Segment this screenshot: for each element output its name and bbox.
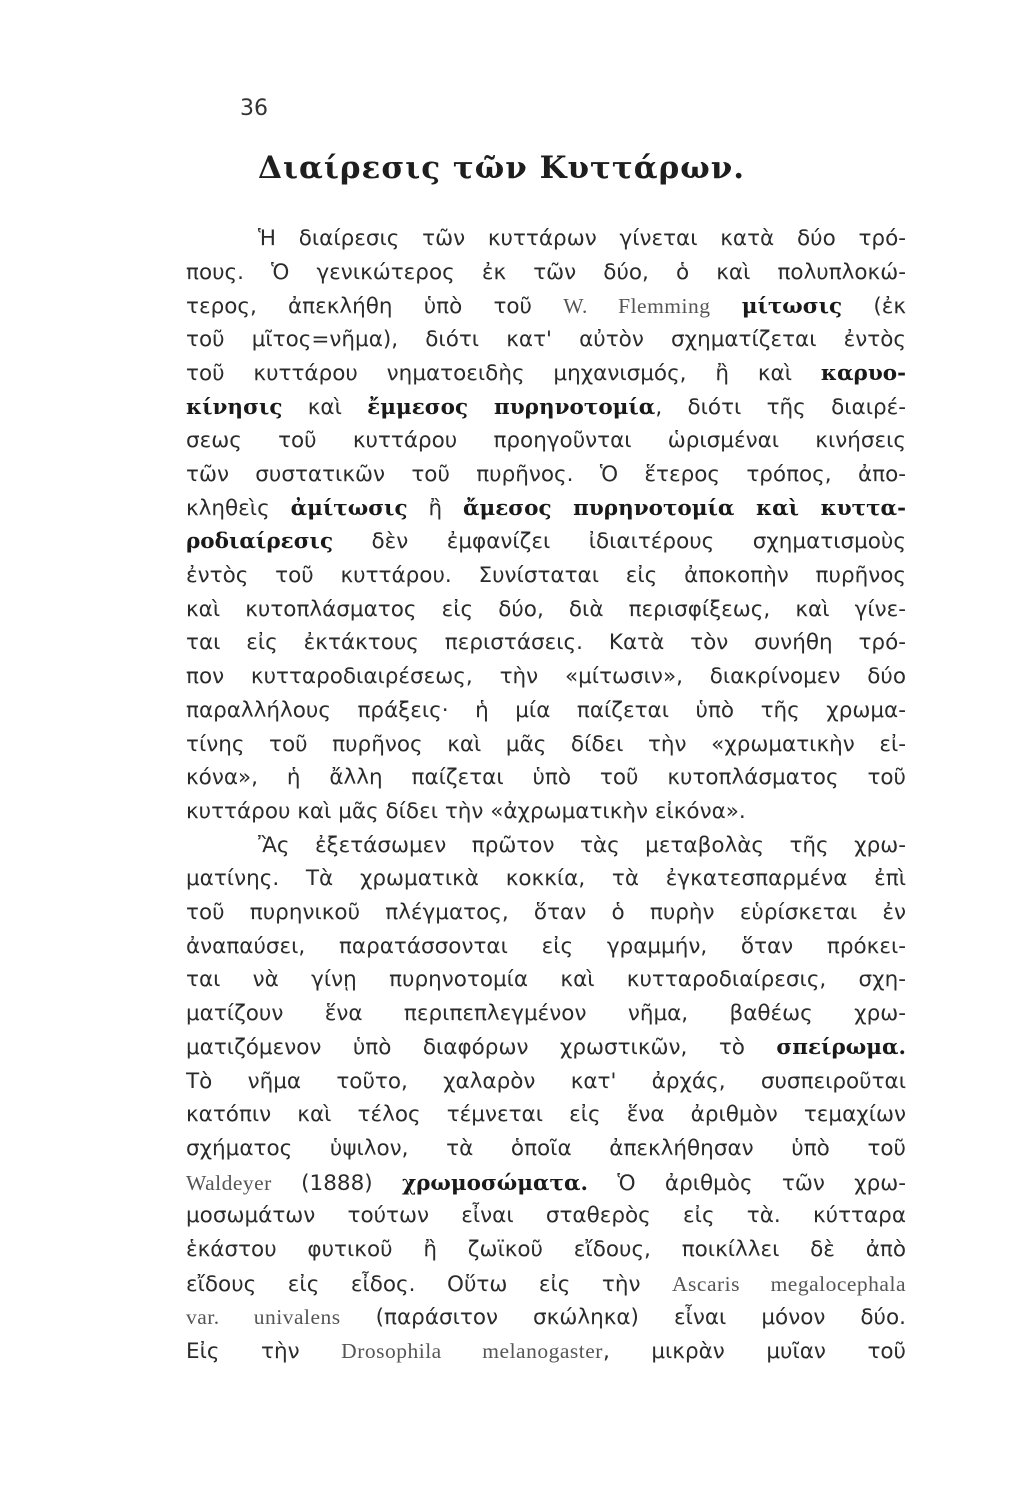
bold-term: ἀμίτωσις xyxy=(290,496,408,521)
line-text: τοῦ κυττάρου νηματοειδὴς μηχανισμός, ἢ καὶ xyxy=(186,361,821,386)
line-text: ἀναπαύσει, παρατάσσονται εἰς γραμμήν, ὅταν πρόκει- xyxy=(186,934,906,959)
line-text xyxy=(711,294,742,319)
line-text: ἐντὸς τοῦ κυττάρου. Συνίσταται εἰς ἀποκοπὴν πυρῆνος xyxy=(186,563,906,588)
line-text: πους. Ὁ γενικώτερος ἐκ τῶν δύο, ὁ καὶ πολυπλοκώ- xyxy=(186,260,906,285)
text-line xyxy=(258,222,906,256)
line-text: καὶ κυτοπλάσματος εἰς δύο, διὰ περισφίξεως, καὶ γίνε- xyxy=(186,597,906,622)
text-line xyxy=(186,930,906,964)
bold-term: ροδιαίρεσις xyxy=(186,529,334,554)
text-line xyxy=(186,626,906,660)
line-text: Εἰς τὴν xyxy=(186,1339,342,1364)
text-line xyxy=(186,458,906,492)
line-text: ἢ xyxy=(407,496,463,521)
line-text: ἑκάστου φυτικοῦ ἢ ζωϊκοῦ εἴδους, ποικίλλει δὲ ἀπὸ xyxy=(186,1237,906,1262)
text-line xyxy=(186,694,906,728)
text-line xyxy=(186,1300,906,1334)
text-line xyxy=(186,1233,906,1267)
line-text: κληθεὶς xyxy=(186,496,291,521)
line-text: (1888) xyxy=(271,1171,402,1196)
line-text: (ἐκ xyxy=(842,294,906,319)
line-text: εἴδους εἰς εἶδος. Οὕτω εἰς τὴν xyxy=(186,1272,673,1297)
text-line xyxy=(186,424,906,458)
line-text: καὶ xyxy=(282,395,368,420)
latin-term: var. univalens xyxy=(186,1305,341,1329)
text-line xyxy=(186,357,906,391)
line-text: , μικρὰν μυῖαν τοῦ xyxy=(602,1339,906,1364)
line-text: ται εἰς ἐκτάκτους περιστάσεις. Κατὰ τὸν συνήθη τρό- xyxy=(186,630,906,655)
line-text: σχήματος ὑψιλον, τὰ ὁποῖα ἀπεκλήθησαν ὑπὸ τοῦ xyxy=(186,1136,906,1161)
bold-term: ἔμμεσος πυρηνοτομία xyxy=(367,395,656,420)
line-text: Τὸ νῆμα τοῦτο, χαλαρὸν κατ' ἀρχάς, συσπειροῦται xyxy=(186,1069,906,1094)
bold-term: καρυο- xyxy=(820,361,906,386)
line-text: δὲν ἐμφανίζει ἰδιαιτέρους σχηματισμοὺς xyxy=(333,529,906,554)
line-text: Ἡ διαίρεσις τῶν κυττάρων γίνεται κατὰ δύο τρό- xyxy=(258,226,906,251)
line-text: τῶν συστατικῶν τοῦ πυρῆνος. Ὁ ἕτερος τρόπος, ἀπο- xyxy=(186,462,906,487)
text-line xyxy=(186,795,906,829)
latin-term: Ascaris megalocephala xyxy=(672,1272,906,1296)
text-line xyxy=(186,862,906,896)
line-text: ματιζόμενον ὑπὸ διαφόρων χρωστικῶν, τὸ xyxy=(186,1035,777,1060)
bold-term: χρωμοσώματα. xyxy=(401,1171,589,1196)
line-text: τίνης τοῦ πυρῆνος καὶ μᾶς δίδει τὴν «χρωματικὴν εἰ- xyxy=(186,732,906,757)
text-line xyxy=(186,728,906,762)
text-line xyxy=(186,896,906,930)
line-text: ματίζουν ἕνα περιπεπλεγμένον νῆμα, βαθέως χρω- xyxy=(186,1001,906,1026)
text-line xyxy=(186,1199,906,1233)
text-line xyxy=(186,256,906,290)
latin-term: W. Flemming xyxy=(563,294,711,318)
line-text: κατόπιν καὶ τέλος τέμνεται εἰς ἕνα ἀριθμὸν τεμαχίων xyxy=(186,1102,906,1127)
text-line xyxy=(186,761,906,795)
line-text: κυττάρου καὶ μᾶς δίδει τὴν «ἀχρωματικὴν εἰκόνα». xyxy=(186,799,746,824)
bold-term: μίτωσις xyxy=(741,294,843,319)
line-text: Ὁ ἀριθμὸς τῶν χρω- xyxy=(588,1171,906,1196)
text-line xyxy=(186,391,906,425)
bold-term: ἄμεσος πυρηνοτομία καὶ κυττα- xyxy=(462,496,906,521)
text-line xyxy=(186,1065,906,1099)
text-line xyxy=(186,1031,906,1065)
text-line xyxy=(258,829,906,863)
line-text: μοσωμάτων τούτων εἶναι σταθερὸς εἰς τὰ. κύτταρα xyxy=(186,1203,906,1228)
line-text: παραλλήλους πράξεις· ἡ μία παίζεται ὑπὸ τῆς χρωμα- xyxy=(186,698,906,723)
line-text: σεως τοῦ κυττάρου προηγοῦνται ὡρισμέναι κινήσεις xyxy=(186,428,906,453)
text-line xyxy=(186,1166,906,1200)
line-text: κόνα», ἡ ἄλλη παίζεται ὑπὸ τοῦ κυτοπλάσματος τοῦ xyxy=(186,765,906,790)
text-line xyxy=(186,559,906,593)
line-text: (παράσιτον σκώληκα) εἶναι μόνον δύο. xyxy=(340,1305,906,1330)
text-line xyxy=(186,1334,906,1368)
text-line xyxy=(186,1132,906,1166)
line-text: Ἂς ἐξετάσωμεν πρῶτον τὰς μεταβολὰς τῆς χρω- xyxy=(258,833,906,858)
page-number: 36 xyxy=(240,96,268,121)
bold-term: σπείρωμα. xyxy=(776,1035,906,1060)
text-line xyxy=(186,1267,906,1301)
text-line xyxy=(186,525,906,559)
text-line xyxy=(186,963,906,997)
line-text: ται νὰ γίνῃ πυρηνοτομία καὶ κυτταροδιαίρεσις, σχη- xyxy=(186,967,906,992)
text-line xyxy=(186,593,906,627)
text-line xyxy=(186,323,906,357)
line-text: τοῦ πυρηνικοῦ πλέγματος, ὅταν ὁ πυρὴν εὑρίσκεται ἐν xyxy=(186,900,906,925)
line-text: πον κυτταροδιαιρέσεως, τὴν «μίτωσιν», διακρίνομεν δύο xyxy=(186,664,906,689)
latin-term: Waldeyer xyxy=(186,1171,272,1195)
text-line xyxy=(186,660,906,694)
latin-term: Drosophila melanogaster xyxy=(341,1339,603,1363)
chapter-title: Διαίρεσις τῶν Κυττάρων. xyxy=(258,150,746,186)
bold-term: κίνησις xyxy=(186,395,283,420)
line-text: ματίνης. Τὰ χρωματικὰ κοκκία, τὰ ἐγκατεσπαρμένα ἐπὶ xyxy=(186,866,906,891)
line-text: τερος, ἀπεκλήθη ὑπὸ τοῦ xyxy=(186,294,564,319)
text-line xyxy=(186,492,906,526)
text-line xyxy=(186,997,906,1031)
text-line xyxy=(186,289,906,323)
line-text: , διότι τῆς διαιρέ- xyxy=(655,395,906,420)
text-line xyxy=(186,1098,906,1132)
line-text: τοῦ μῖτος=νῆμα), διότι κατ' αὐτὸν σχηματίζεται ἐντὸς xyxy=(186,327,906,352)
